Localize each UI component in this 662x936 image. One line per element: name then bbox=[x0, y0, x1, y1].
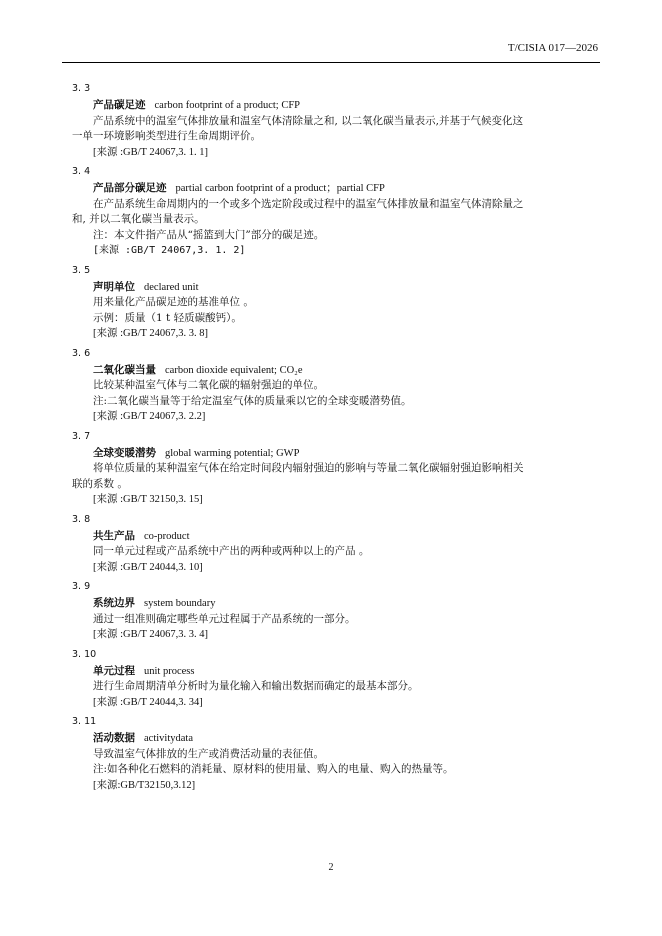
definition-line-continued: 和, 并以二氧化碳当量表示。 bbox=[72, 213, 205, 225]
term-entry-3-7 bbox=[72, 427, 602, 508]
source-reference: [来源 :GB/T 24044,3. 10] bbox=[93, 561, 203, 573]
term-entry-3-10 bbox=[72, 645, 602, 711]
definition-line: 用来量化产品碳足迹的基准单位 。 bbox=[93, 296, 254, 308]
definition-line: 将单位质量的某种温室气体在给定时间段内辐射强迫的影响与等量二氧化碳辐射强迫影响相关 bbox=[93, 462, 524, 474]
document-id-header: T/CISIA 017—2026 bbox=[507, 42, 598, 54]
page-number: 2 bbox=[328, 862, 334, 873]
term-chinese: 系统边界 bbox=[93, 597, 135, 609]
term-english: carbon footprint of a product; CFP bbox=[154, 100, 301, 111]
source-reference: [来源 :GB/T 32150,3. 15] bbox=[93, 494, 203, 505]
definition-line-continued: 一单一环境影响类型进行生命周期评价。 bbox=[72, 130, 261, 142]
terms-content bbox=[72, 77, 602, 793]
source-reference: [来源:GB/T32150,3.12] bbox=[93, 779, 196, 791]
definition-line: 导致温室气体排放的生产或消费活动量的表征值。 bbox=[93, 747, 324, 760]
term-chinese: 产品部分碳足迹 bbox=[93, 182, 167, 194]
note-text: 注:二氧化碳当量等于给定温室气体的质量乘以它的全球变暖潜势值。 bbox=[93, 394, 412, 407]
note-text: 注:如各种化石燃料的消耗量、原材料的使用量、购入的电量、购入的热量等。 bbox=[93, 763, 454, 775]
term-english: system boundary bbox=[144, 598, 216, 609]
clause-number: 3. 10 bbox=[72, 648, 97, 660]
definition-line: 比较某种温室气体与二氧化碳的辐射强迫的单位。 bbox=[93, 379, 324, 391]
term-chinese: 共生产品 bbox=[93, 529, 135, 542]
term-chinese: 声明单位 bbox=[93, 280, 135, 293]
term-chinese: 全球变暖潜势 bbox=[93, 446, 156, 459]
term-english: declared unit bbox=[144, 281, 199, 293]
clause-number: 3. 3 bbox=[72, 83, 91, 94]
clause-number: 3. 6 bbox=[72, 347, 91, 359]
header-rule bbox=[62, 62, 600, 63]
term-chinese: 单元过程 bbox=[93, 664, 135, 677]
term-entry-3-5 bbox=[72, 261, 602, 342]
term-entry-3-9 bbox=[72, 577, 602, 643]
term-entry-3-6 bbox=[72, 344, 602, 425]
clause-number: 3. 8 bbox=[72, 513, 91, 525]
definition-line-continued: 联的系数 。 bbox=[72, 477, 128, 490]
definition-line: 同一单元过程或产品系统中产出的两种或两种以上的产品 。 bbox=[93, 545, 370, 557]
clause-number: 3. 9 bbox=[72, 581, 91, 592]
source-reference: [来源 :GB/T 24067,3. 3. 8] bbox=[93, 328, 209, 339]
term-chinese: 二氧化碳当量 bbox=[93, 363, 156, 376]
definition-line: 进行生命周期清单分析时为量化输入和输出数据而确定的最基本部分。 bbox=[93, 680, 419, 692]
term-entry-3-4 bbox=[72, 162, 602, 259]
term-chinese: 活动数据 bbox=[93, 732, 135, 744]
source-reference: [来源 :GB/T 24067,3. 2.2] bbox=[93, 411, 206, 422]
term-english: activitydata bbox=[144, 733, 193, 744]
source-reference: [来源 :GB/T 24044,3. 34] bbox=[93, 696, 203, 708]
source-reference: [来源 :GB/T 24067,3. 1. 1] bbox=[93, 146, 209, 158]
term-english: unit process bbox=[144, 665, 195, 677]
definition-line: 产品系统中的温室气体排放量和温室气体清除量之和, 以二氧化碳当量表示,并基于气候变化这 bbox=[93, 114, 524, 127]
term-entry-3-8 bbox=[72, 510, 602, 576]
definition-line: 通过一组准则确定哪些单元过程属于产品系统的一部分。 bbox=[93, 612, 356, 625]
definition-line: 在产品系统生命周期内的一个或多个选定阶段或过程中的温室气体排放量和温室气体清除量之 bbox=[93, 197, 524, 210]
clause-number: 3. 7 bbox=[72, 430, 91, 442]
term-english: global warming potential; GWP bbox=[165, 447, 300, 459]
clause-number: 3. 11 bbox=[72, 716, 97, 727]
source-reference: [来源 :GB/T 24067,3. 3. 4] bbox=[93, 629, 209, 640]
clause-number: 3. 5 bbox=[72, 264, 91, 276]
note-text: 注：本文件指产品从“摇篮到大门”部分的碳足迹。 bbox=[93, 228, 325, 241]
term-english: co-product bbox=[144, 530, 190, 542]
source-reference: [来源 :GB/T 24067,3. 1. 2] bbox=[93, 245, 246, 256]
term-english: partial carbon footprint of a product；partial CFP bbox=[175, 183, 385, 194]
term-entry-3-11 bbox=[72, 712, 602, 793]
clause-number: 3. 4 bbox=[72, 166, 91, 177]
term-english: carbon dioxide equivalent; CO₂e bbox=[165, 364, 303, 376]
example-text: 示例：质量（1 t 轻质碳酸钙）。 bbox=[93, 311, 242, 324]
term-chinese: 产品碳足迹 bbox=[93, 99, 146, 111]
term-entry-3-3 bbox=[72, 79, 602, 160]
